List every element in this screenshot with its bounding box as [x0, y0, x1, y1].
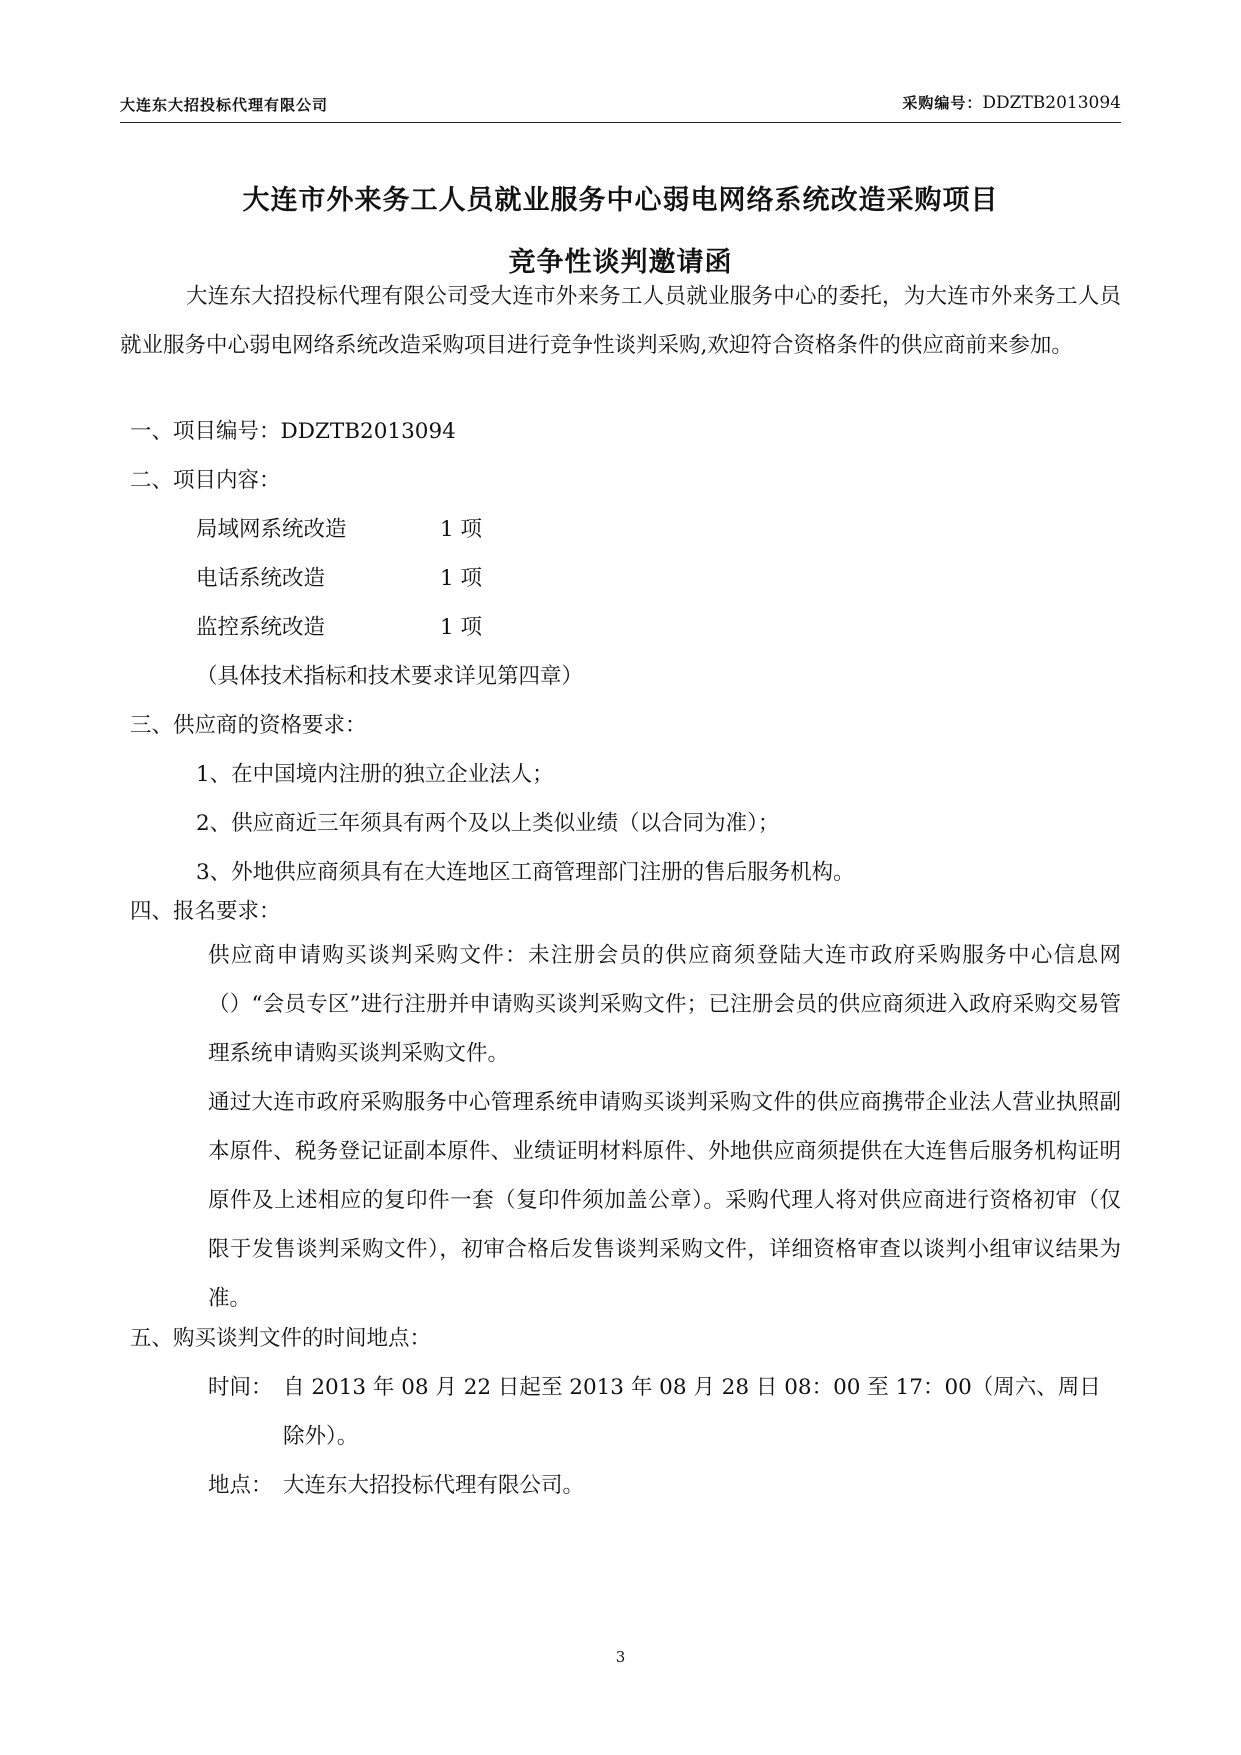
- purchase-time-value: 自 2013 年 08 月 22 日起至 2013 年 08 月 28 日 08：00 至 17：00（周六、周日: [283, 1375, 1101, 1400]
- qualification-item: 1、在中国境内注册的独立企业法人；: [196, 762, 554, 787]
- registration-paragraph-1: 供应商申请购买谈判采购文件：未注册会员的供应商须登陆大连市政府采购服务中心信息网（）“会员专区”进行注册并申请购买谈判采购文件；已注册会员的供应商须进入政府采购交易管理系统申请购买谈判采购文件。: [208, 943, 1121, 1066]
- purchase-place-value: 大连东大招投标代理有限公司。: [283, 1473, 585, 1498]
- content-item-qty: 1 项: [440, 566, 483, 591]
- header-code-label: 采购编号：: [902, 94, 983, 112]
- qualification-item: 3、外地供应商须具有在大连地区工商管理部门注册的售后服务机构。: [196, 860, 855, 885]
- header-procurement-code: [902, 92, 1121, 113]
- content-item-qty: 1 项: [440, 517, 483, 542]
- content-item-name: 电话系统改造: [196, 566, 326, 591]
- section-purchase-time-place-heading: 五、购买谈判文件的时间地点：: [130, 1326, 432, 1351]
- page-header: [120, 88, 1121, 123]
- header-company: 大连东大招投标代理有限公司: [120, 96, 329, 114]
- purchase-time-label: 时间：: [208, 1375, 273, 1400]
- page-number: 3: [615, 1648, 626, 1666]
- header-code-value: DDZTB2013094: [982, 93, 1121, 113]
- doc-title: 大连市外来务工人员就业服务中心弱电网络系统改造采购项目: [242, 185, 999, 216]
- section-qualification-heading: 三、供应商的资格要求：: [130, 713, 367, 738]
- content-note: （具体技术指标和技术要求详见第四章）: [196, 664, 584, 689]
- doc-subtitle: 竞争性谈判邀请函: [508, 247, 733, 278]
- qualification-item: 2、供应商近三年须具有两个及以上类似业绩（以合同为准）；: [196, 811, 780, 836]
- purchase-place-label: 地点：: [208, 1473, 273, 1498]
- content-item-name: 监控系统改造: [196, 615, 326, 640]
- content-item-qty: 1 项: [440, 615, 483, 640]
- purchase-time-value-cont: 除外）。: [283, 1424, 359, 1449]
- section-registration-heading: 四、报名要求：: [130, 899, 281, 924]
- content-item-name: 局域网系统改造: [196, 517, 347, 542]
- section-project-content-heading: 二、项目内容：: [130, 468, 281, 493]
- registration-paragraph-2: 通过大连市政府采购服务中心管理系统申请购买谈判采购文件的供应商携带企业法人营业执照副本原件、税务登记证副本原件、业绩证明材料原件、外地供应商须提供在大连售后服务机构证明原件及上述相应的复印件一套（复印件须加盖公章）。采购代理人将对供应商进行资格初审（仅限于发售谈判采购文件），初审合格后发售谈判采购文件，详细资格审查以谈判小组审议结果为准。: [208, 1090, 1121, 1311]
- intro-paragraph: 大连东大招投标代理有限公司受大连市外来务工人员就业服务中心的委托，为大连市外来务工人员就业服务中心弱电网络系统改造采购项目进行竞争性谈判采购,欢迎符合资格条件的供应商前来参加。: [120, 284, 1121, 358]
- section-project-number: 一、项目编号：DDZTB2013094: [130, 419, 456, 444]
